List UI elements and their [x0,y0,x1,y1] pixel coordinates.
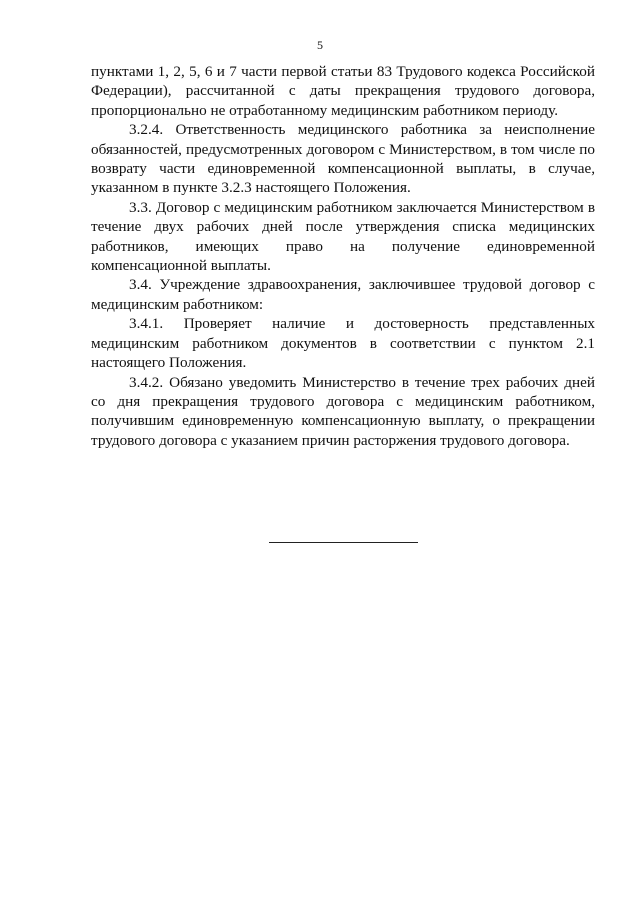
paragraph-3-3: 3.3. Договор с медицинским работником заключается Министерством в течение двух рабочих дней после утверждения списка медицинских работников, имеющих право на получение единовременной компенсационной выплаты. [91,198,595,275]
document-body [91,62,595,450]
paragraph-3-4: 3.4. Учреждение здравоохранения, заключившее трудовой договор с медицинским работником: [91,276,595,313]
paragraph-3-4-1: 3.4.1. Проверяет наличие и достоверность представленных медицинским работником документов в соответствии с пунктом 2.1 настоящего Положения. [91,315,595,372]
end-separator-line [269,542,418,543]
paragraph-continuation: пунктами 1, 2, 5, 6 и 7 части первой статьи 83 Трудового кодекса Российской Федерации), рассчитанной с даты прекращения трудового договора, пропорционально не отработанному медицинским работником периоду. [91,63,595,119]
paragraph-3-4-2: 3.4.2. Обязано уведомить Министерство в течение трех рабочих дней со дня прекращения трудового договора с медицинским работником, получившим единовременную компенсационную выплату, о прекращении трудового договора с указанием причин расторжения трудового договора. [91,373,595,449]
paragraph-3-2-4: 3.2.4. Ответственность медицинского работника за неисполнение обязанностей, предусмотренных договором с Министерством, в том числе по возврату части единовременной компенсационной выплаты, в случае, указанном в пункте 3.2.3 настоящего Положения. [91,121,595,197]
page-number: 5 [317,38,323,52]
